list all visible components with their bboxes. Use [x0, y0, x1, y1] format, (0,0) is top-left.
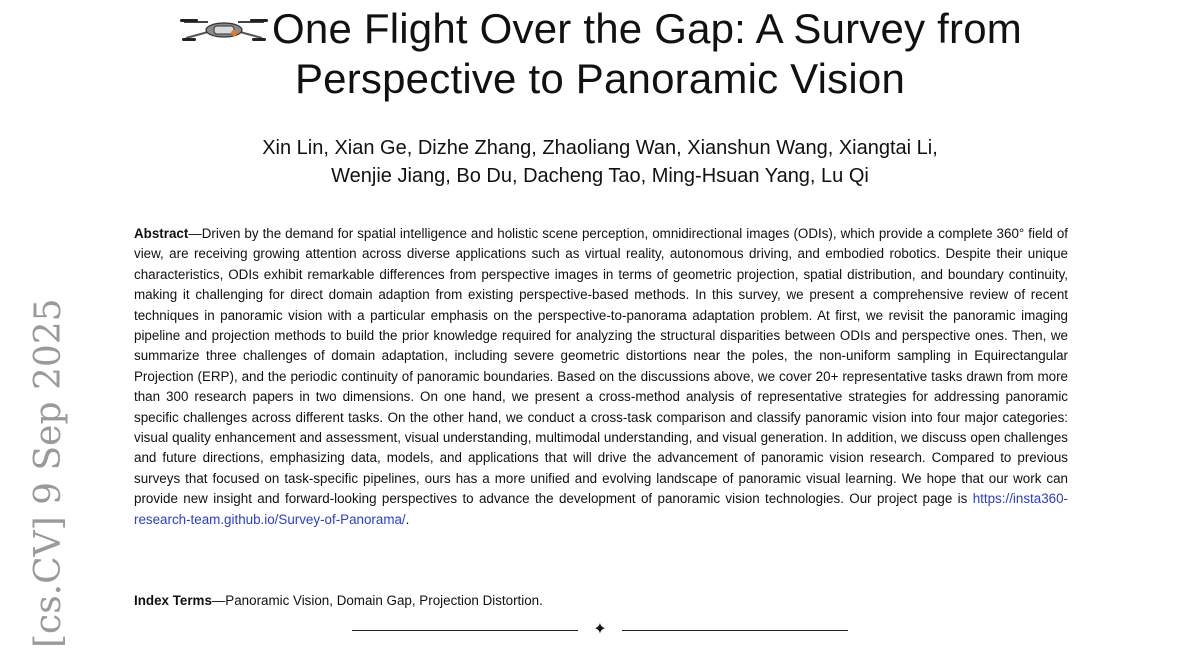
abstract-end: .: [405, 511, 410, 527]
index-terms: [134, 591, 1068, 611]
separator-line-right: [622, 630, 848, 631]
paper-title: [100, 4, 1100, 104]
abstract-label: Abstract: [134, 226, 189, 241]
abstract-dash: —: [188, 226, 202, 241]
abstract: [134, 224, 1068, 530]
index-terms-body: Panoramic Vision, Domain Gap, Projection Distortion.: [225, 593, 543, 608]
project-page-link[interactable]: https://insta360-research-team.github.io/Survey-of-Panorama/: [134, 491, 1068, 527]
section-separator: [352, 620, 848, 640]
paper-title-text: One Flight Over the Gap: A Survey from Perspective to Panoramic Vision: [272, 5, 1022, 102]
abstract-body: Driven by the demand for spatial intelligence and holistic scene perception, omnidirectional images (ODIs), which provide a complete 360° field of view, are receiving growing attention across diverse applications such as virtual reality, autonomous driving, and embodied robotics. Despite their unique characteristics, ODIs exhibit remarkable differences from perspective images in terms of geometric projection, spatial distribution, and boundary continuity, making it challenging for direct domain adaption from existing perspective-based methods. In this survey, we present a comprehensive review of recent techniques in panoramic vision with a particular emphasis on the perspective-to-panorama adaptation problem. At first, we revisit the panoramic imaging pipeline and projection methods to build the prior knowledge required for analyzing the structural disparities between ODIs and perspective ones. Then, we summarize three challenges of domain adaptation, including severe geometric distortions near the poles, the non-uniform sampling in Equirectangular Projection (ERP), and the periodic continuity of panoramic boundaries. Based on the discussions above, we cover 20+ representative tasks drawn from more than 300 research papers in two dimensions. On one hand, we present a cross-method analysis of representative strategies for addressing panoramic specific challenges across different tasks. On the other hand, we conduct a cross-task comparison and classify panoramic vision into four major categories: visual quality enhancement and assessment, visual understanding, multimodal understanding, and visual generation. In addition, we discuss open challenges and future directions, emphasizing data, models, and applications that will drive the advancement of panoramic vision research. Compared to previous surveys that focused on task-specific pipelines, ours has a more unified and evolving landscape of panoramic visual learning. We hope that our work can provide new insight and forward-looking perspectives to advance the development of panoramic vision technologies. Our project page is: [134, 226, 1068, 507]
index-terms-label: Index Terms: [134, 593, 212, 608]
separator-diamond-icon: ✦: [593, 621, 607, 638]
author-list: [140, 134, 1060, 190]
arxiv-stamp: [cs.CV] 9 Sep 2025: [28, 298, 69, 648]
separator-line-left: [352, 630, 578, 631]
drone-icon: [178, 13, 270, 47]
index-terms-dash: —: [211, 593, 226, 608]
author-line-2: Wenjie Jiang, Bo Du, Dacheng Tao, Ming-Hsuan Yang, Lu Qi: [331, 165, 869, 187]
author-line-1: Xin Lin, Xian Ge, Dizhe Zhang, Zhaoliang Wan, Xianshun Wang, Xiangtai Li,: [262, 137, 938, 159]
title-block: [100, 4, 1100, 104]
